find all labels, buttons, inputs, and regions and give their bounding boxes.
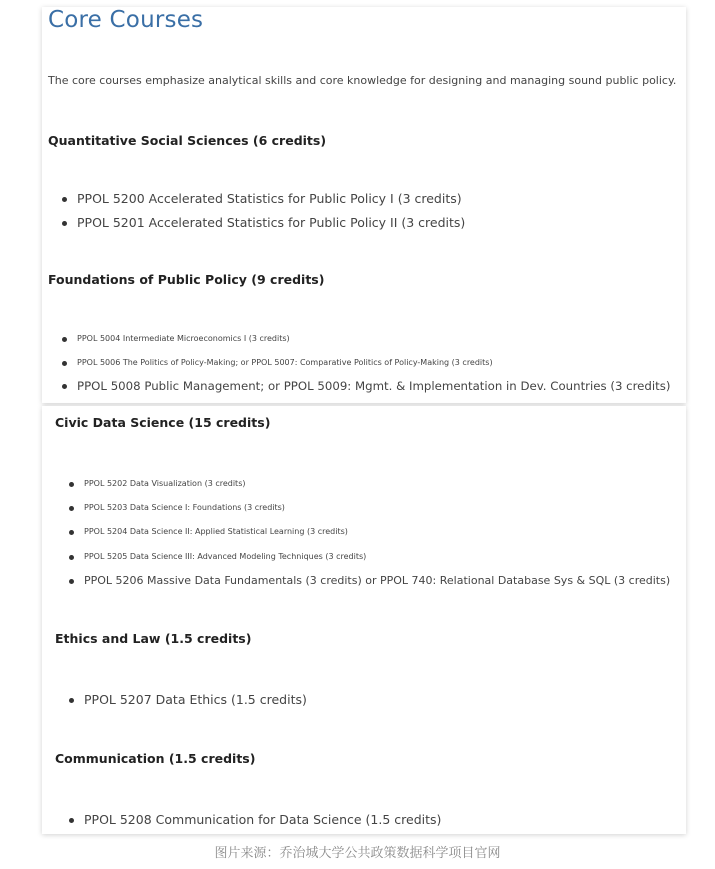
list-item: PPOL 5200 Accelerated Statistics for Public Policy I (3 credits): [62, 190, 465, 214]
course-list-quantitative: [62, 190, 465, 237]
list-item: PPOL 5006 The Politics of Policy-Making; or PPOL 5007: Comparative Politics of Policy-Making (3 credits): [62, 354, 670, 378]
list-item: PPOL 5202 Data Visualization (3 credits): [69, 475, 670, 499]
course-list-foundations: [62, 330, 670, 401]
page-title: Core Courses: [48, 7, 204, 33]
list-item: PPOL 5207 Data Ethics (1.5 credits): [69, 691, 307, 715]
list-item: PPOL 5205 Data Science III: Advanced Modeling Techniques (3 credits): [69, 548, 670, 572]
image-caption: 图片来源：乔治城大学公共政策数据科学项目官网: [214, 846, 501, 861]
list-item: PPOL 5004 Intermediate Microeconomics I (3 credits): [62, 330, 670, 354]
course-list-ethics-law: [69, 691, 307, 715]
course-list-civic-data-science: [69, 475, 670, 596]
core-courses-card-bottom: [42, 406, 686, 834]
section-heading-foundations: Foundations of Public Policy (9 credits): [48, 272, 325, 287]
list-item: PPOL 5208 Communication for Data Science (1.5 credits): [69, 811, 441, 835]
list-item: PPOL 5203 Data Science I: Foundations (3 credits): [69, 499, 670, 523]
intro-paragraph: The core courses emphasize analytical skills and core knowledge for designing and managing sound public policy.: [48, 74, 677, 87]
section-heading-civic-data-science: Civic Data Science (15 credits): [55, 415, 271, 430]
list-item: PPOL 5204 Data Science II: Applied Statistical Learning (3 credits): [69, 523, 670, 547]
course-list-communication: [69, 811, 441, 835]
section-heading-ethics-law: Ethics and Law (1.5 credits): [55, 631, 252, 646]
list-item: PPOL 5008 Public Management; or PPOL 5009: Mgmt. & Implementation in Dev. Countries (3 credits): [62, 377, 670, 401]
section-heading-communication: Communication (1.5 credits): [55, 751, 256, 766]
section-heading-quantitative: Quantitative Social Sciences (6 credits): [48, 133, 327, 148]
list-item: PPOL 5206 Massive Data Fundamentals (3 credits) or PPOL 740: Relational Database Sys & SQL (3 credits): [69, 572, 670, 596]
list-item: PPOL 5201 Accelerated Statistics for Public Policy II (3 credits): [62, 214, 465, 238]
core-courses-card-top: [42, 7, 686, 403]
